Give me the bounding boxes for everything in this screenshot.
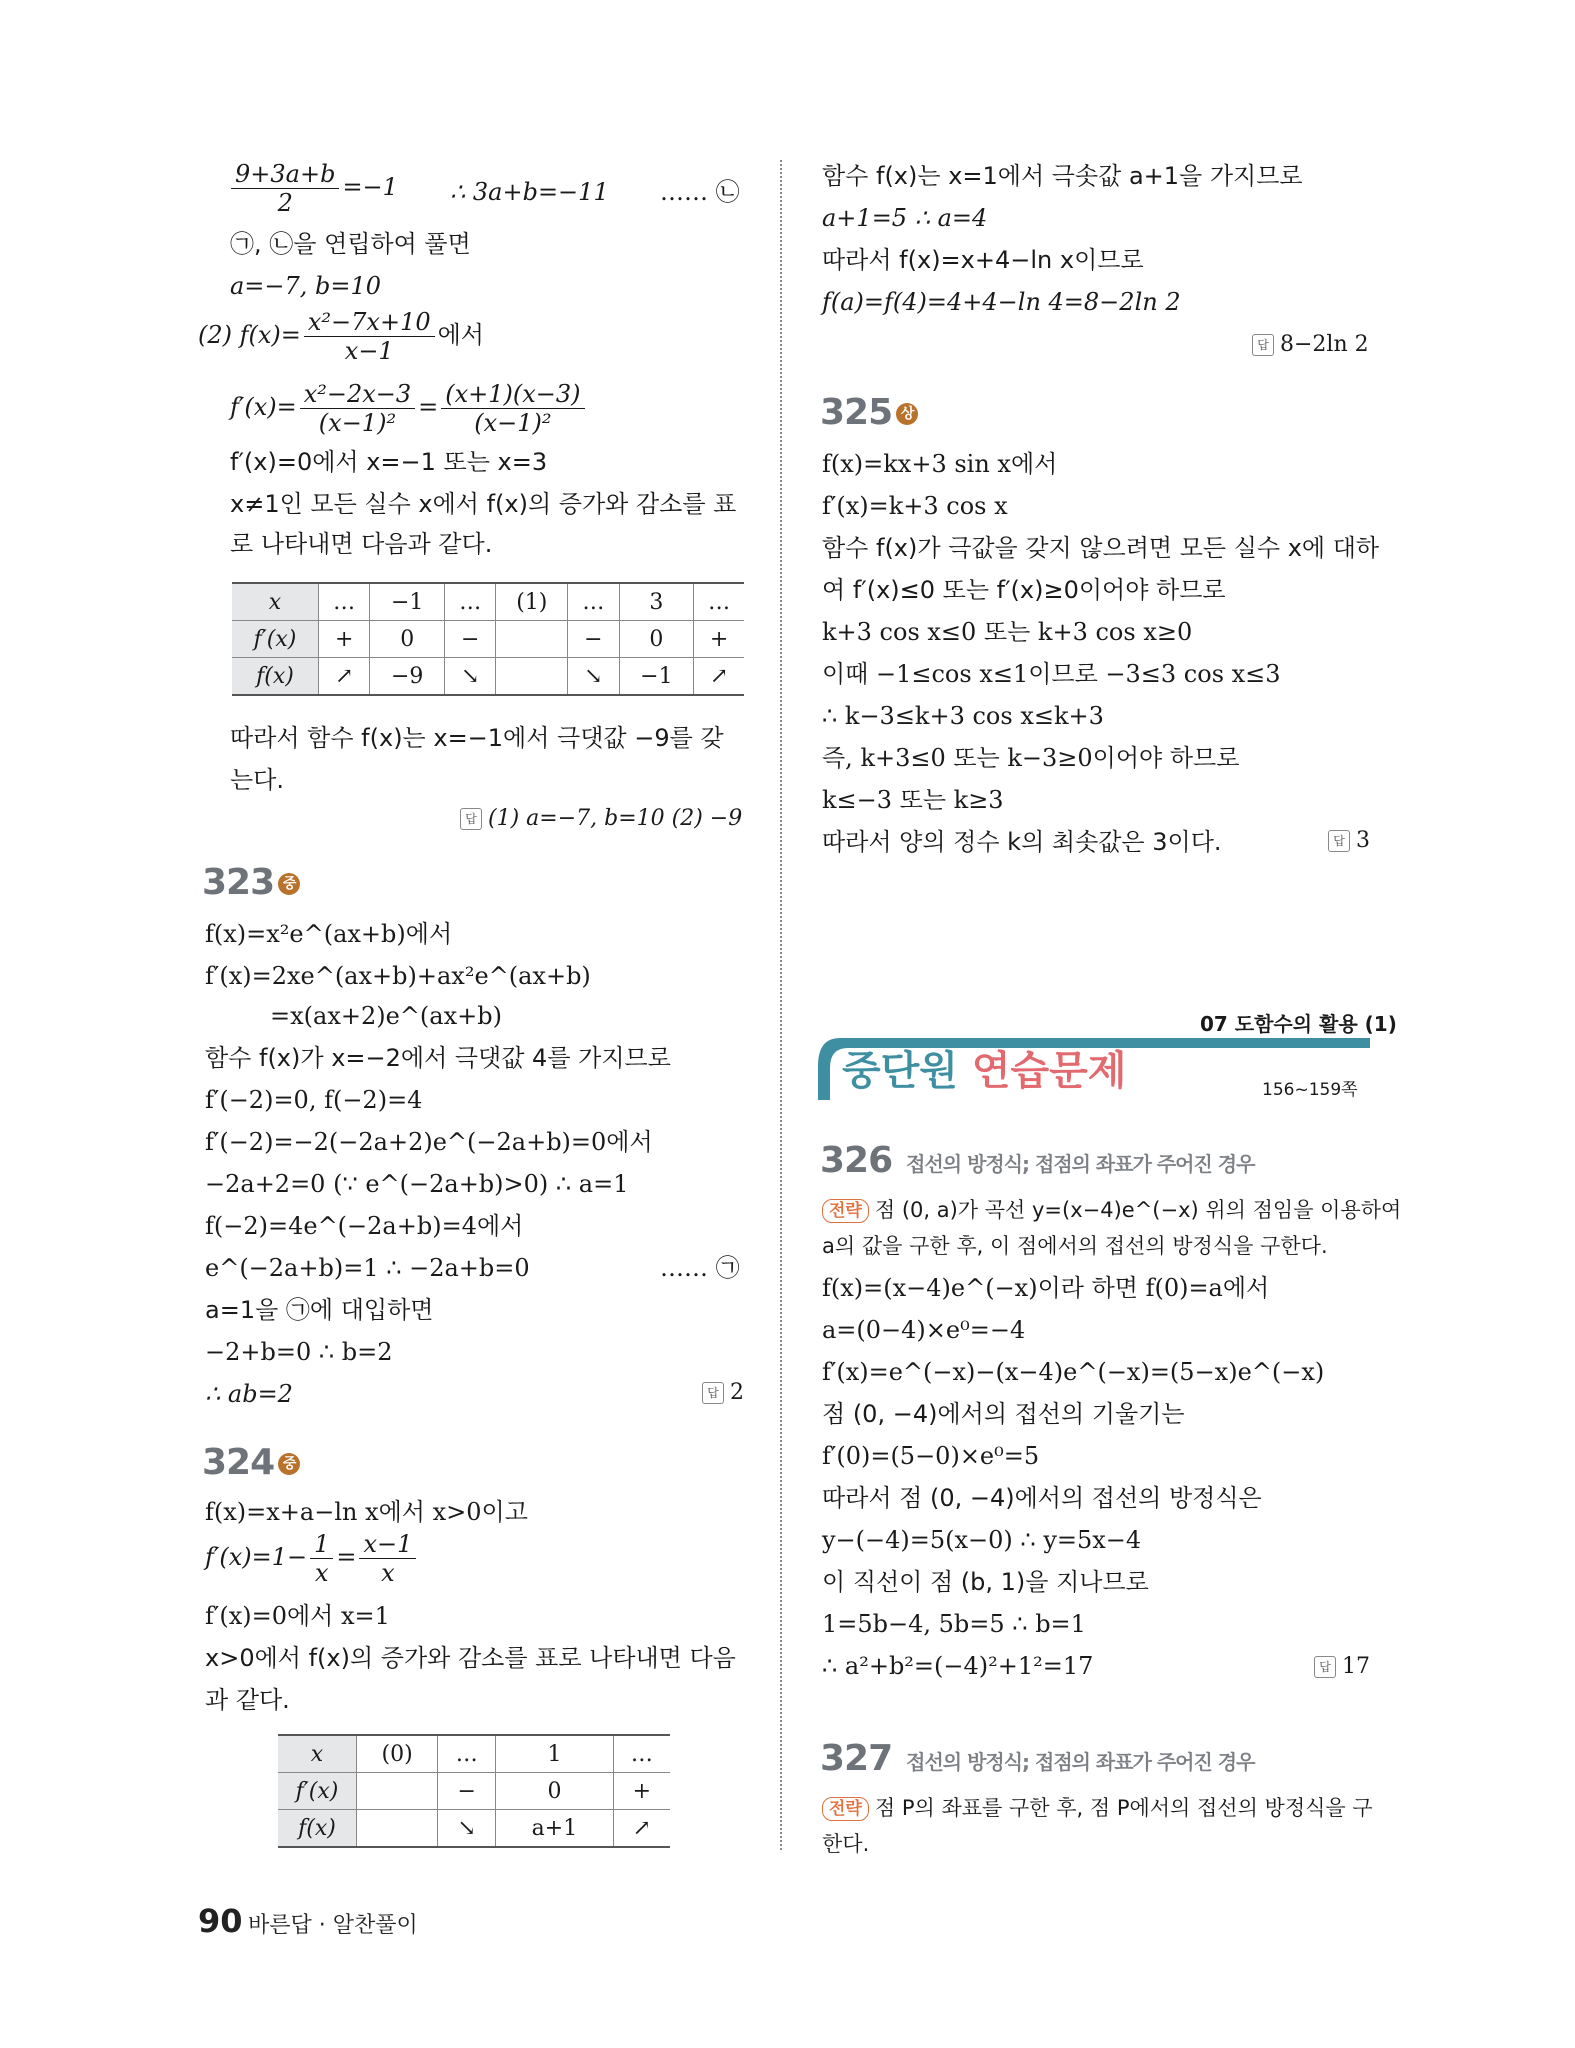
solution-line: −2a+2=0 (∵ e^(−2a+b)>0) ∴ a=1	[205, 1170, 629, 1198]
equation-line-fx: (2) f(x)= $\frac{\text{x²−7x+10}}{x-1}$ 에서	[198, 308, 484, 365]
table-row: f′(x) − 0 +	[278, 1773, 670, 1810]
answer-line: 답 8−2ln 2	[1252, 330, 1369, 360]
problem-number-324: 324 중	[202, 1442, 300, 1483]
page-range: 156~159쪽	[1262, 1080, 1358, 1100]
solution-line-fraction: f′(x)=1− $\frac{1}{x}$ = $\frac{x-1}{x}$	[205, 1530, 419, 1587]
solution-line: e^(−2a+b)=1 ∴ −2a+b=0	[205, 1254, 530, 1282]
solution-line: a=1을 ㉠에 대입하면	[205, 1296, 434, 1324]
solution-line: ∴ a²+b²=(−4)²+1²=17	[822, 1652, 1094, 1680]
tactic-badge: 전략	[822, 1199, 869, 1223]
equation-mark: …… ㉡	[660, 178, 740, 206]
solution-line: f(x)=x²e^(ax+b)에서	[205, 920, 453, 948]
solution-line: f(x)=(x−4)e^(−x)이라 하면 f(0)=a에서	[822, 1274, 1270, 1302]
solution-line: 이 직선이 점 (b, 1)을 지나므로	[822, 1568, 1149, 1596]
solution-line: 따라서 양의 정수 k의 최솟값은 3이다.	[822, 828, 1222, 856]
solution-line: 1=5b−4, 5b=5 ∴ b=1	[822, 1610, 1086, 1638]
answer-icon: 답	[1314, 1656, 1336, 1678]
text-line: 로 나타내면 다음과 같다.	[230, 530, 493, 558]
difficulty-badge: 중	[278, 1453, 300, 1475]
solution-line: f′(−2)=−2(−2a+2)e^(−2a+b)=0에서	[205, 1128, 653, 1156]
solution-line: f(−2)=4e^(−2a+b)=4에서	[205, 1212, 524, 1240]
variation-table-1	[232, 582, 744, 696]
solution-line: =x(ax+2)e^(ax+b)	[270, 1002, 502, 1030]
book-title: 바른답 · 알찬풀이	[248, 1913, 418, 1938]
answer-icon: 답	[1328, 830, 1350, 852]
solution-line: f(x)=kx+3 sin x에서	[822, 450, 1058, 478]
answer-line: 답 17	[1314, 1652, 1370, 1682]
solution-line: ∴ k−3≤k+3 cos x≤k+3	[822, 702, 1104, 730]
solution-line: f′(x)=2xe^(ax+b)+ax²e^(ax+b)	[205, 962, 591, 990]
difficulty-badge: 중	[278, 873, 300, 895]
column-divider	[780, 160, 782, 1850]
solution-line: −2+b=0 ∴ b=2	[205, 1338, 393, 1366]
table-row: f(x) ↗ −9 ↘ ↘ −1 ↗	[232, 658, 744, 696]
problem-number-327: 327 접선의 방정식; 접점의 좌표가 주어진 경우	[820, 1738, 1255, 1779]
solution-line: a+1=5 ∴ a=4	[822, 204, 988, 232]
tactic-badge: 전략	[822, 1797, 869, 1821]
table-row: f(x) ↘ a+1 ↗	[278, 1810, 670, 1848]
answer-icon: 답	[1252, 334, 1274, 356]
equation-line-1: $\frac{9+3a+b}{2}$ =−1	[228, 160, 398, 217]
chapter-label: 07 도함수의 활용 (1)	[1200, 1012, 1397, 1036]
solution-line: 함수 f(x)가 극값을 갖지 않으려면 모든 실수 x에 대하	[822, 534, 1380, 562]
section-title: 중단원 연습문제	[842, 1048, 1127, 1094]
text-line: 는다.	[230, 766, 284, 794]
solution-line: 과 같다.	[205, 1686, 290, 1714]
solution-line: ∴ ab=2	[205, 1380, 293, 1408]
equation-line: a=−7, b=10	[230, 272, 382, 300]
solution-line: 따라서 점 (0, −4)에서의 접선의 방정식은	[822, 1484, 1262, 1512]
answer-line: 답 (1) a=−7, b=10 (2) −9	[460, 804, 742, 834]
equation-line-1-therefore: ∴ 3a+b=−11	[450, 178, 609, 206]
solution-line: f′(x)=e^(−x)−(x−4)e^(−x)=(5−x)e^(−x)	[822, 1358, 1325, 1386]
problem-number-326: 326 접선의 방정식; 접점의 좌표가 주어진 경우	[820, 1140, 1255, 1181]
tactic-line: a의 값을 구한 후, 이 점에서의 접선의 방정식을 구한다.	[822, 1234, 1328, 1258]
answer-icon: 답	[460, 808, 482, 830]
solution-line: 함수 f(x)는 x=1에서 극솟값 a+1을 가지므로	[822, 162, 1303, 190]
solution-line: f(a)=f(4)=4+4−ln 4=8−2ln 2	[822, 288, 1181, 316]
solution-line: a=(0−4)×e⁰=−4	[822, 1316, 1026, 1344]
difficulty-badge: 상	[896, 403, 918, 425]
solution-line: 함수 f(x)가 x=−2에서 극댓값 4를 가지므로	[205, 1044, 671, 1072]
solution-line: f′(x)=0에서 x=1	[205, 1602, 390, 1630]
problem-title: 접선의 방정식; 접점의 좌표가 주어진 경우	[906, 1749, 1255, 1774]
table-row: x … −1 … (1) … 3 …	[232, 583, 744, 621]
variation-table-2	[278, 1734, 670, 1848]
solution-line: 즉, k+3≤0 또는 k−3≥0이어야 하므로	[822, 744, 1240, 772]
table-row: x (0) … 1 …	[278, 1735, 670, 1773]
tactic-line: 전략 점 (0, a)가 곡선 y=(x−4)e^(−x) 위의 점임을 이용하여	[822, 1194, 1401, 1226]
problem-title: 접선의 방정식; 접점의 좌표가 주어진 경우	[906, 1151, 1255, 1176]
solution-line: x>0에서 f(x)의 증가와 감소를 표로 나타내면 다음	[205, 1644, 736, 1672]
problem-number-325: 325 상	[820, 392, 918, 433]
equation-mark: …… ㉠	[660, 1254, 740, 1282]
problem-number-323: 323 중	[202, 862, 300, 903]
solution-line: 이때 −1≤cos x≤1이므로 −3≤3 cos x≤3	[822, 660, 1281, 688]
answer-line: 답 3	[1328, 826, 1370, 856]
solution-line: f′(−2)=0, f(−2)=4	[205, 1086, 423, 1114]
text-line: ㉠, ㉡을 연립하여 풀면	[230, 230, 471, 258]
text-line: x≠1인 모든 실수 x에서 f(x)의 증가와 감소를 표	[230, 490, 737, 518]
solution-line: f(x)=x+a−ln x에서 x>0이고	[205, 1498, 528, 1526]
solution-line: k≤−3 또는 k≥3	[822, 786, 1004, 814]
page-number: 90	[198, 1902, 243, 1940]
solution-line: f′(x)=k+3 cos x	[822, 492, 1008, 520]
answer-line: 답 2	[702, 1378, 744, 1408]
equation-line-derivative: f′(x)= $\frac{\text{x²−2x−3}}{\text{(x−1)²}}$ = $\frac{(x+1)(x-3)}{\text{(x−1)²}}$	[230, 380, 588, 437]
text-line: f′(x)=0에서 x=−1 또는 x=3	[230, 448, 548, 476]
table-row: f′(x) + 0 − − 0 +	[232, 621, 744, 658]
solution-line: f′(0)=(5−0)×e⁰=5	[822, 1442, 1040, 1470]
answer-icon: 답	[702, 1382, 724, 1404]
solution-line: k+3 cos x≤0 또는 k+3 cos x≥0	[822, 618, 1193, 646]
solution-line: y−(−4)=5(x−0) ∴ y=5x−4	[822, 1526, 1142, 1554]
tactic-line: 한다.	[822, 1832, 870, 1856]
solution-line: 따라서 f(x)=x+4−ln x이므로	[822, 246, 1144, 274]
tactic-line: 전략 점 P의 좌표를 구한 후, 점 P에서의 접선의 방정식을 구	[822, 1792, 1373, 1824]
solution-line: 점 (0, −4)에서의 접선의 기울기는	[822, 1400, 1185, 1428]
solution-line: 여 f′(x)≤0 또는 f′(x)≥0이어야 하므로	[822, 576, 1226, 604]
text-line: 따라서 함수 f(x)는 x=−1에서 극댓값 −9를 갖	[230, 724, 724, 752]
